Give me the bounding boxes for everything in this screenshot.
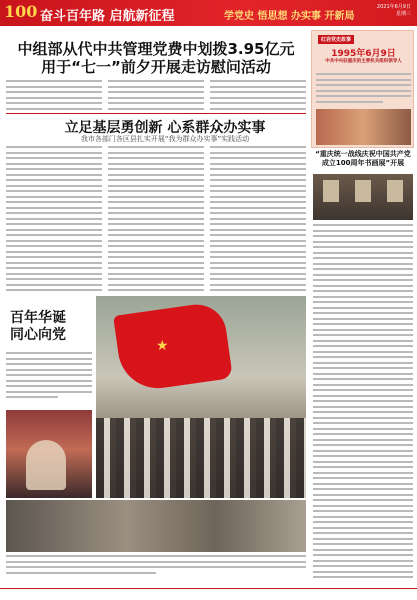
exhibition-headline: “重庆统一战线庆祝中国共产党成立100周年书画展”开展 [315, 150, 411, 167]
history-photo [316, 109, 411, 145]
section-divider [6, 113, 306, 114]
exhibition-hall-photo [313, 174, 413, 220]
flag-emblem-icon: ★ [156, 338, 169, 354]
history-headline: 中共中央驻重庆的主要机关组织领导人 [325, 59, 402, 64]
feature-body-col3 [210, 146, 306, 294]
feature-subheadline: 我市各部门各区县扎实开展“我为群众办实事”实践活动 [80, 135, 250, 143]
centenary-logo: 100 [4, 2, 38, 21]
feature-body-col2 [108, 146, 204, 294]
photo-story-caption [6, 352, 92, 406]
party-flag [113, 301, 233, 394]
page-footer [0, 588, 417, 600]
history-body [316, 73, 411, 107]
history-card [311, 30, 414, 148]
photo-story-headline-line1: 百年华诞 [10, 310, 66, 326]
performer [26, 440, 66, 490]
lead-headline [6, 40, 306, 76]
banner-meta [377, 4, 411, 18]
photo-story-headline [10, 310, 66, 344]
lead-body-col1 [6, 80, 102, 112]
lead-body-col3 [210, 80, 306, 112]
artwork [387, 180, 403, 202]
lead-headline-line2: 用于“七一”前夕开展走访慰问活动 [41, 58, 271, 76]
lead-headline-line1: 中组部从代中共管理党费中划拨3.95亿元 [17, 40, 295, 58]
artwork [355, 180, 371, 202]
performance-photo [6, 410, 92, 498]
banner-weekday: 星期三 [395, 11, 411, 17]
exhibition-photo-strip [6, 500, 306, 552]
artwork [323, 180, 339, 202]
banner-date: 2021年6月9日 [376, 4, 411, 10]
exhibition-body [313, 224, 413, 584]
history-badge: 红岩党史故事 [318, 35, 354, 44]
lead-body-col2 [108, 80, 204, 112]
crowd [96, 418, 306, 498]
feature-body-col1 [6, 146, 102, 294]
photo-story-headline-line2: 同心向党 [10, 327, 66, 343]
banner-subslogan: 学党史 悟思想 办实事 开新局 [224, 11, 355, 22]
flag-ceremony-photo [96, 296, 306, 498]
photo-caption-bottom [6, 555, 306, 585]
top-banner [0, 0, 417, 26]
history-date: 1995年6月9日 [331, 49, 396, 59]
banner-slogan: 奋斗百年路 启航新征程 [40, 9, 175, 24]
feature-headline: 立足基层勇创新 心系群众办实事 [64, 120, 266, 136]
